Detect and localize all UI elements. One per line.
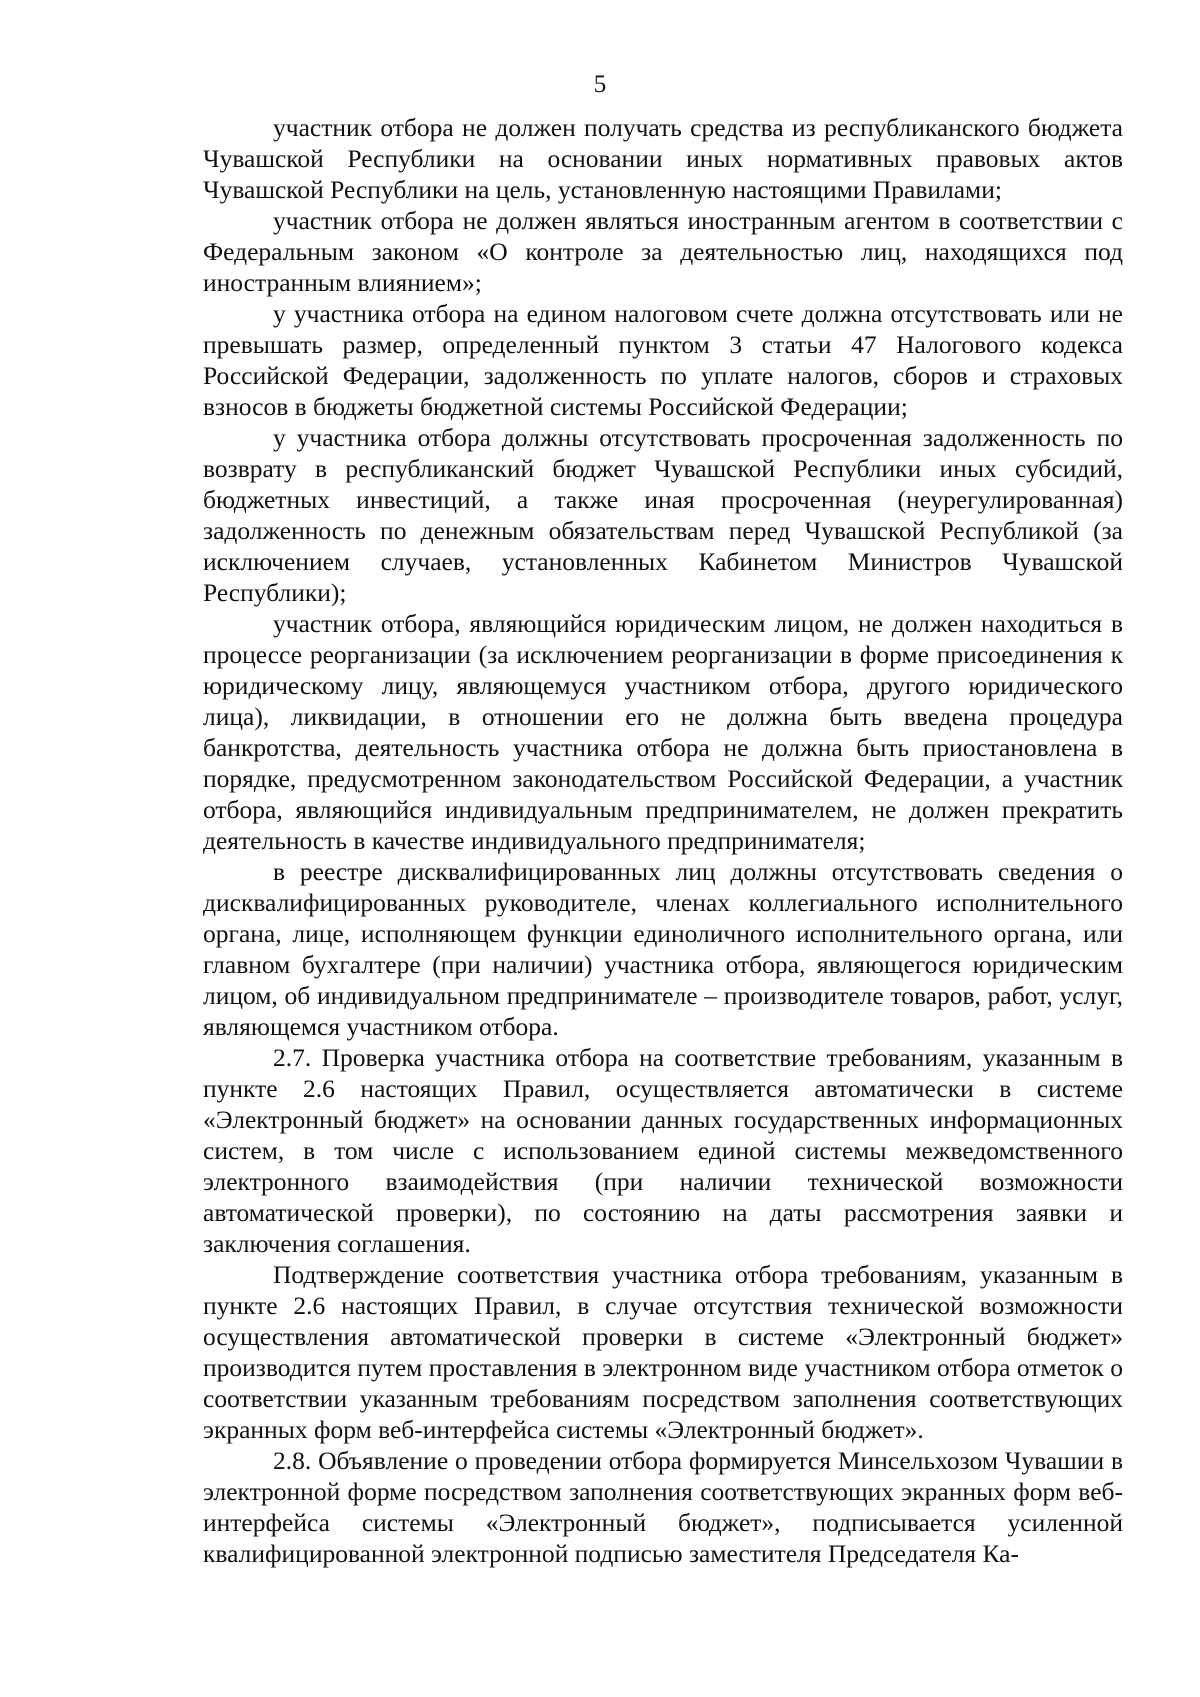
paragraph-no-other-budget-funds: участник отбора не должен получать средства из республиканского бюджета Чувашской Республики на основании иных нормативных правовых актов Чувашской Республики на цель, установленную настоящими Правилами; [203,113,1123,204]
page-number: 5 [593,71,607,98]
paragraph-2-8-selection-announcement: 2.8. Объявление о проведении отбора формируется Минсельхозом Чувашии в электронной форме посредством заполнения соответствующих экранных форм веб-интерфейса системы «Электронный бюджет», подписывается усиленной квалифицированной электронной подписью заместителя Председателя Ка- [203,1446,1123,1568]
document-body [203,112,1123,1569]
paragraph-compliance-confirmation: Подтверждение соответствия участника отбора требованиям, указанным в пункте 2.6 настоящих Правил, в случае отсутствия технической возможности осуществления автоматической проверки в системе «Электронный бюджет» производится путем проставления в электронном виде участником отбора отметок о соответствии указанным требованиям посредством заполнения соответствующих экранных форм веб-интерфейса системы «Электронный бюджет». [203,1260,1123,1444]
paragraph-overdue-debt: у участника отбора должны отсутствовать просроченная задолженность по возврату в республиканский бюджет Чувашской Республики иных субсидий, бюджетных инвестиций, а также иная просроченная (неурегулированная) задолженность по денежным обязательствам перед Чувашской Республикой (за исключением случаев, установленных Кабинетом Министров Чувашской Республики); [203,423,1123,607]
paragraph-reorganization-bankruptcy: участник отбора, являющийся юридическим лицом, не должен находиться в процессе реорганизации (за исключением реорганизации в форме присоединения к юридическому лицу, являющемуся участником отбора, другого юридического лица), ликвидации, в отношении его не должна быть введена процедура банкротства, деятельность участника отбора не должна быть приостановлена в порядке, предусмотренном законодательством Российской Федерации, а участник отбора, являющийся индивидуальным предпринимателем, не должен прекратить деятельность в качестве индивидуального предпринимателя; [203,609,1123,855]
paragraph-2-7-automatic-check: 2.7. Проверка участника отбора на соответствие требованиям, указанным в пункте 2.6 настоящих Правил, осуществляется автоматически в системе «Электронный бюджет» на основании данных государственных информационных систем, в том числе с использованием единой системы межведомственного электронного взаимодействия (при наличии технической возможности автоматической проверки), по состоянию на даты рассмотрения заявки и заключения соглашения. [203,1043,1123,1258]
paragraph-not-foreign-agent: участник отбора не должен являться иностранным агентом в соответствии с Федеральным законом «О контроле за деятельностью лиц, находящихся под иностранным влиянием»; [203,206,1123,297]
paragraph-disqualified-persons: в реестре дисквалифицированных лиц должны отсутствовать сведения о дисквалифицированных руководителе, членах коллегиального исполнительного органа, лице, исполняющем функции единоличного исполнительного органа, или главном бухгалтере (при наличии) участника отбора, являющегося юридическим лицом, об индивидуальном предпринимателе – производителе товаров, работ, услуг, являющемся участником отбора. [203,857,1123,1041]
paragraph-tax-debt: у участника отбора на едином налоговом счете должна отсутствовать или не превышать размер, определенный пунктом 3 статьи 47 Налогового кодекса Российской Федерации, задолженность по уплате налогов, сборов и страховых взносов в бюджеты бюджетной системы Российской Федерации; [203,299,1123,421]
